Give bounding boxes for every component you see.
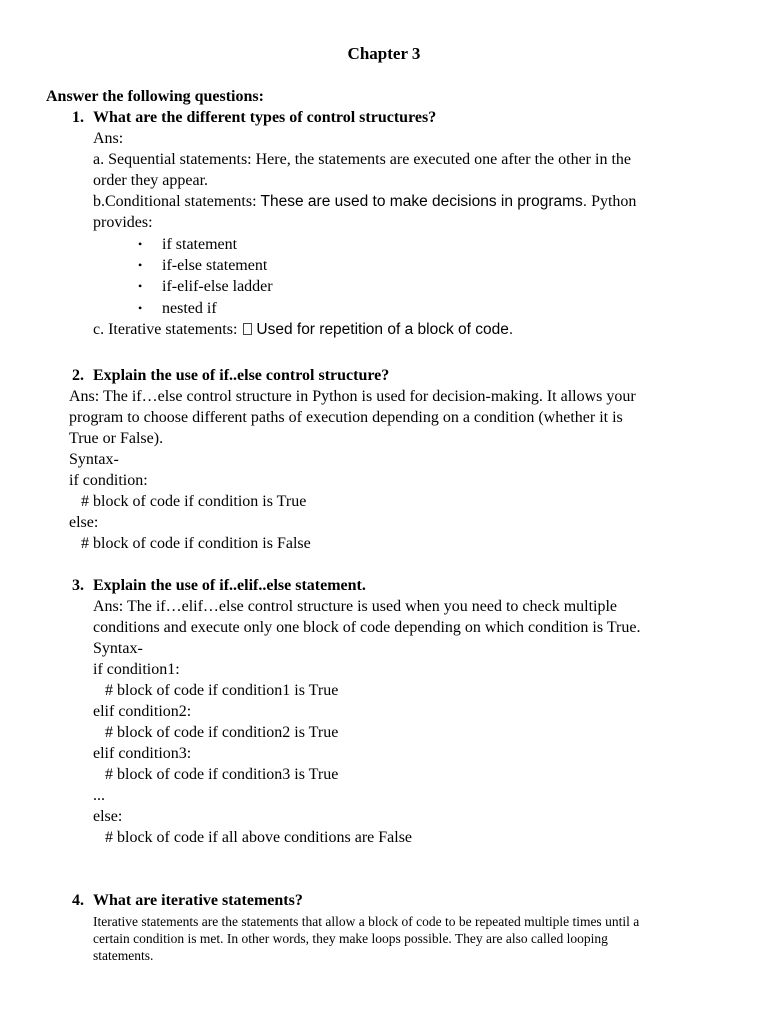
q4-question: What are iterative statements? bbox=[93, 892, 303, 909]
q3-number: 3. bbox=[72, 577, 84, 594]
q1-b-prefix: b.Conditional statements: bbox=[93, 193, 261, 210]
q1-b-line2: provides: bbox=[93, 214, 153, 231]
q2-line: Syntax- bbox=[69, 451, 119, 468]
q3-line: conditions and execute only one block of code depending on which condition is True. bbox=[93, 619, 641, 636]
q2-line: True or False). bbox=[69, 430, 164, 447]
q3-line: Syntax- bbox=[93, 640, 143, 657]
q3-line: # block of code if condition3 is True bbox=[93, 766, 339, 783]
q3-line: elif condition2: bbox=[93, 703, 192, 720]
section-heading: Answer the following questions: bbox=[46, 88, 264, 105]
q1-ans-label: Ans: bbox=[93, 130, 124, 147]
q1-c-sans: Used for repetition of a block of code. bbox=[256, 321, 514, 338]
q2-line: # block of code if condition is False bbox=[69, 535, 311, 552]
q1-c-prefix: c. Iterative statements: bbox=[93, 321, 242, 338]
q1-b-sans: These are used to make decisions in programs. bbox=[260, 193, 588, 210]
q4-number: 4. bbox=[72, 892, 84, 909]
chapter-title: Chapter 3 bbox=[347, 44, 421, 63]
q3-question: Explain the use of if..elif..else statement. bbox=[93, 577, 366, 594]
q2-question: Explain the use of if..else control structure? bbox=[93, 367, 390, 384]
q1-c-line bbox=[93, 319, 513, 340]
q1-number: 1. bbox=[72, 109, 84, 126]
q2-number: 2. bbox=[72, 367, 84, 384]
missing-glyph-icon bbox=[243, 323, 252, 335]
q3-line: # block of code if condition1 is True bbox=[93, 682, 339, 699]
q3-line: else: bbox=[93, 808, 123, 825]
q2-line: program to choose different paths of execution depending on a condition (whether it is bbox=[69, 409, 623, 426]
q1-b-line1 bbox=[93, 191, 636, 212]
q4-line: certain condition is met. In other words, they make loops possible. They are also called looping bbox=[93, 931, 608, 946]
q2-line: # block of code if condition is True bbox=[69, 493, 307, 510]
q1-a-line1: a. Sequential statements: Here, the statements are executed one after the other in the bbox=[93, 151, 631, 168]
q3-line: elif condition3: bbox=[93, 745, 192, 762]
q2-line: else: bbox=[69, 514, 99, 531]
q1-bullet-item: if-elif-else ladder bbox=[162, 278, 273, 295]
q1-bullet-item: if-else statement bbox=[162, 257, 268, 274]
q3-line: if condition1: bbox=[93, 661, 180, 678]
q1-bullet-item: nested if bbox=[162, 300, 217, 317]
q3-line: ... bbox=[93, 787, 105, 804]
bullet-dot: • bbox=[138, 258, 143, 272]
q4-line: statements. bbox=[93, 948, 154, 963]
q4-line: Iterative statements are the statements that allow a block of code to be repeated multiple times until a bbox=[93, 914, 640, 929]
bullet-dot: • bbox=[138, 301, 143, 315]
q1-a-line2: order they appear. bbox=[93, 172, 209, 189]
q3-line: # block of code if all above conditions are False bbox=[93, 829, 413, 846]
bullet-dot: • bbox=[138, 237, 143, 251]
q2-line: if condition: bbox=[69, 472, 148, 489]
bullet-dot: • bbox=[138, 279, 143, 293]
q1-question: What are the different types of control structures? bbox=[93, 109, 437, 126]
q2-line: Ans: The if…else control structure in Python is used for decision-making. It allows your bbox=[69, 388, 636, 405]
q1-b-suffix: Python bbox=[587, 193, 637, 210]
q3-line: Ans: The if…elif…else control structure is used when you need to check multiple bbox=[93, 598, 618, 615]
q1-bullet-item: if statement bbox=[162, 236, 238, 253]
q3-line: # block of code if condition2 is True bbox=[93, 724, 339, 741]
